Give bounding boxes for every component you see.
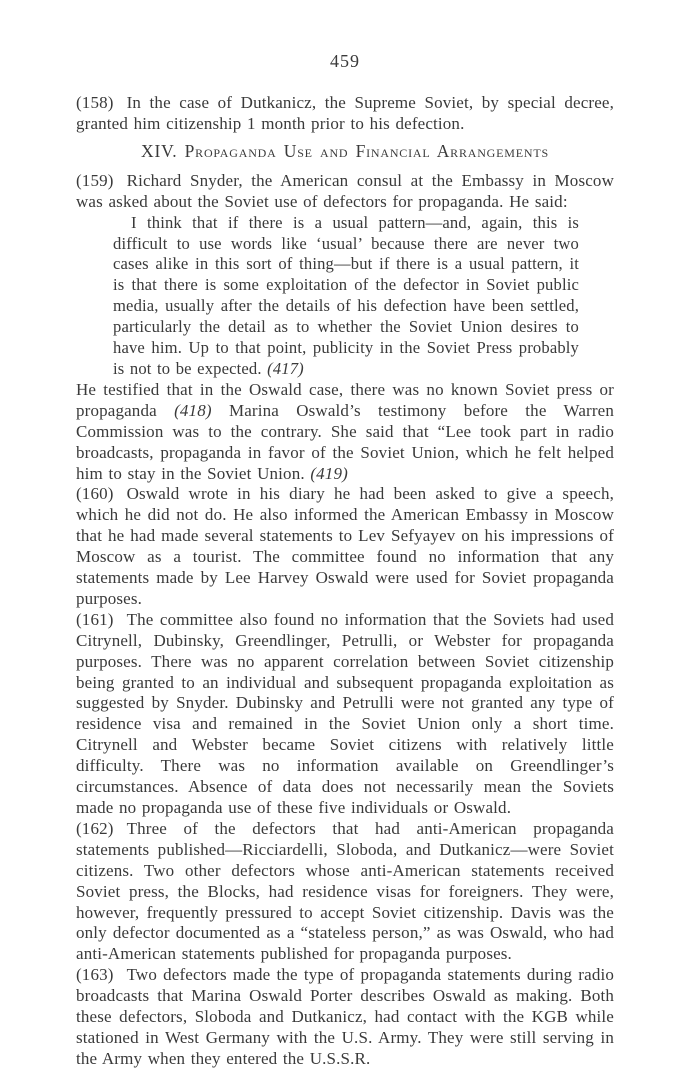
paragraph-161 bbox=[76, 610, 614, 819]
paragraph-testified-text-2: Marina Oswald’s testimony before the Warren Commission was to the contrary. She said that “Lee took part in radio broadcasts, propaganda in favor of the Soviet Union, which he felt helped him to stay in the Soviet Union. bbox=[76, 400, 614, 483]
paragraph-159-text: Richard Snyder, the American consul at the Embassy in Moscow was asked about the Soviet use of defectors for propaganda. He said: bbox=[76, 170, 614, 211]
block-quote bbox=[113, 213, 579, 380]
paragraph-163-number: (163) bbox=[76, 965, 114, 985]
citation-418: (418) bbox=[174, 400, 212, 420]
paragraph-159-number: (159) bbox=[76, 170, 114, 190]
citation-417: (417) bbox=[267, 358, 304, 378]
paragraph-158-number: (158) bbox=[76, 93, 114, 112]
paragraph-158-text: In the case of Dutkanicz, the Supreme Soviet, by special decree, granted him citizenship 1 month prior to his defection. bbox=[76, 93, 614, 133]
paragraph-161-number: (161) bbox=[76, 609, 114, 629]
paragraph-162-text: Three of the defectors that had anti-American propaganda statements published—Ricciardelli, Sloboda, and Dutkanicz—were Soviet citizens. Two other defectors whose anti-American statements received Soviet press, the Blocks, had residence visas for foreigners. They were, however, frequently pressured to accept Soviet citizenship. Davis was the only defector documented as a “stateless person,” as was Oswald, who had anti-American statements published for propaganda purposes. bbox=[76, 818, 614, 964]
section-heading: XIV. Propaganda Use and Financial Arrangements bbox=[141, 140, 549, 161]
citation-419: (419) bbox=[310, 463, 348, 483]
paragraph-160-text: Oswald wrote in his diary he had been asked to give a speech, which he did not do. He also informed the American Embassy in Moscow that he had made several statements to Lev Sefyayev on his impressions of Moscow as a tourist. The committee found no information that any statements made by Lee Harvey Oswald were used for Soviet propaganda purposes. bbox=[76, 484, 614, 608]
paragraph-162-number: (162) bbox=[76, 818, 114, 838]
paragraph-161-text: The committee also found no information that the Soviets had used Citrynell, Dubinsky, Greendlinger, Petrulli, or Webster for propaganda purposes. There was no apparent correlation between Soviet citizenship being granted to an individual and subsequent propaganda exploitation as suggested by Snyder. Dubinsky and Petrulli were not granted any type of residence visa and remained in the Soviet Union only a short time. Citrynell and Webster became Soviet citizens with relatively little difficulty. There was no information available on Greendlinger’s circumstances. Absence of data does not necessarily mean the Soviets made no propaganda use of these five individuals or Oswald. bbox=[76, 609, 614, 817]
paragraph-testified-text-1: He testified that in the Oswald case, there was no known Soviet press or propaganda bbox=[76, 379, 614, 420]
paragraph-158 bbox=[76, 93, 614, 135]
paragraph-163 bbox=[76, 965, 614, 1070]
page-number: 459 bbox=[330, 51, 360, 71]
paragraph-159 bbox=[76, 171, 614, 213]
paragraph-160 bbox=[76, 484, 614, 609]
paragraph-testified bbox=[76, 380, 614, 485]
paragraph-162 bbox=[76, 819, 614, 965]
block-quote-text: I think that if there is a usual pattern—and, again, this is difficult to use words like ‘usual’ because there are never two cases alike in this sort of thing—but if there is a usual pattern, it is that there is some exploitation of the defector in Soviet public media, usually after the details of his defection have been settled, particularly the detail as to whether the Soviet Union desires to have him. Up to that point, publicity in the Soviet Press probably is not to be expected. bbox=[113, 212, 579, 378]
paragraph-160-number: (160) bbox=[76, 484, 114, 504]
paragraph-163-text: Two defectors made the type of propaganda statements during radio broadcasts that Marina Oswald Porter describes Oswald as making. Both these defectors, Sloboda and Dutkanicz, had contact with the KGB while stationed in West Germany with the U.S. Army. They were still serving in the Army when they entered the U.S.S.R. bbox=[76, 965, 614, 1068]
